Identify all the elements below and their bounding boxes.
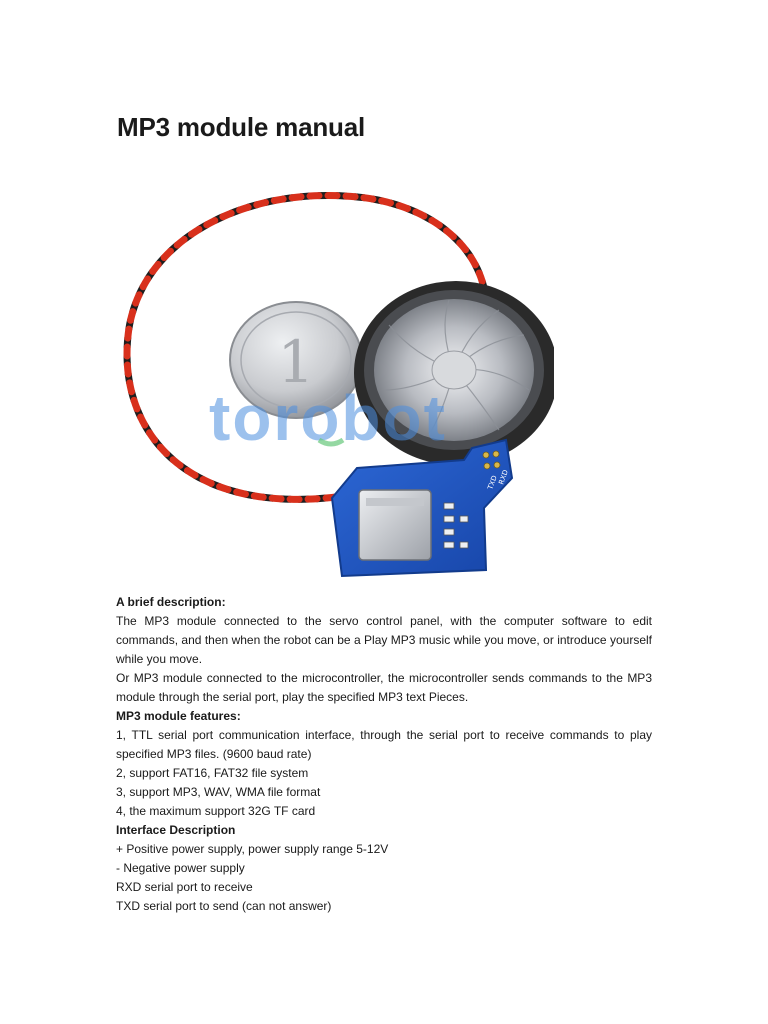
document-title: MP3 module manual bbox=[117, 112, 365, 142]
board-label-txd: TXD bbox=[486, 474, 499, 491]
section-heading: MP3 module features: bbox=[116, 709, 241, 723]
board-label-rxd: RXD bbox=[497, 468, 511, 486]
coin-numeral: 1 bbox=[277, 328, 315, 396]
paragraph: 3, support MP3, WAV, WMA file format bbox=[116, 785, 321, 799]
paragraph: 4, the maximum support 32G TF card bbox=[116, 804, 316, 818]
paragraph: Or MP3 module connected to the microcontroller, the microcontroller sends commands to the MP3 module through the serial port, play the specified MP3 text Pieces. bbox=[116, 671, 652, 704]
mp3-module-board bbox=[332, 440, 512, 576]
paragraph: - Negative power supply bbox=[116, 861, 245, 875]
product-photo bbox=[114, 178, 554, 578]
paragraph: The MP3 module connected to the servo control panel, with the computer software to edit commands, and then when the robot can be a Play MP3 music while you move, or introduce yourself while you move. bbox=[116, 614, 652, 666]
paragraph: RXD serial port to receive bbox=[116, 880, 253, 894]
document-body bbox=[116, 593, 652, 916]
paragraph: 2, support FAT16, FAT32 file system bbox=[116, 766, 309, 780]
paragraph: TXD serial port to send (can not answer) bbox=[116, 899, 332, 913]
section-heading: Interface Description bbox=[116, 823, 236, 837]
watermark-logo: torobot bbox=[209, 382, 447, 454]
paragraph: + Positive power supply, power supply range 5-12V bbox=[116, 842, 389, 856]
paragraph: 1, TTL serial port communication interface, through the serial port to receive commands to play specified MP3 files. (9600 baud rate) bbox=[116, 728, 652, 761]
section-heading: A brief description: bbox=[116, 595, 226, 609]
